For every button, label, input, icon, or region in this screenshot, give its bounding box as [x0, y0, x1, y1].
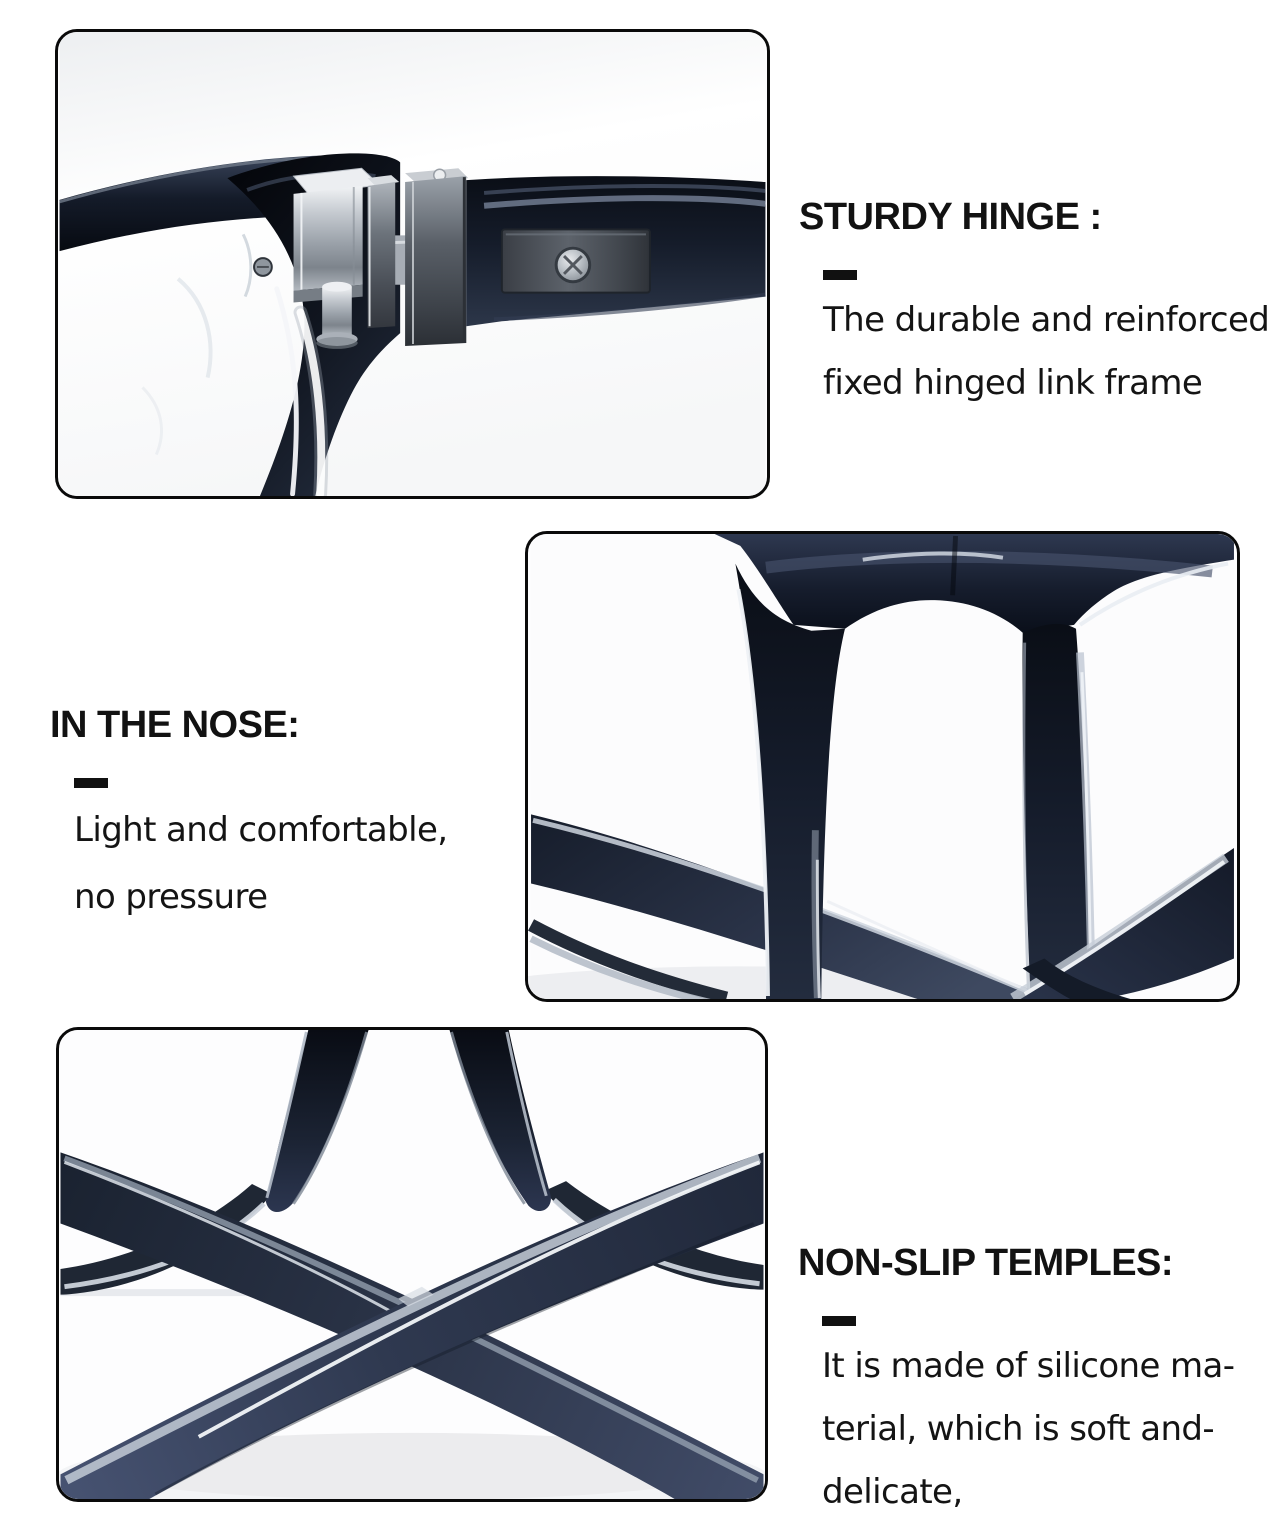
heading-dash: [74, 778, 108, 788]
hinge-photo-panel: [55, 29, 770, 499]
feature-heading: NON-SLIP TEMPLES:: [798, 1242, 1174, 1284]
feature-heading: STURDY HINGE :: [799, 196, 1102, 238]
feature-block-non-slip-temples: [798, 1242, 1234, 1524]
feature-line: fixed hinged link frame: [823, 362, 1203, 403]
crossed-temples-photo-illustration: [59, 1030, 765, 1499]
feature-block-in-the-nose: [50, 704, 448, 931]
hinge-photo-illustration: [58, 32, 767, 496]
feature-description: [74, 797, 448, 931]
feature-line: terial, which is soft and-: [822, 1408, 1215, 1449]
crossed-temples-photo-panel: [56, 1027, 768, 1502]
feature-heading: IN THE NOSE:: [50, 704, 300, 746]
feature-description: [823, 289, 1269, 415]
heading-dash: [822, 1316, 856, 1326]
feature-line: It is made of silicone ma-: [822, 1345, 1235, 1386]
nose-bridge-photo-panel: [525, 531, 1240, 1002]
feature-line: no pressure: [74, 876, 268, 917]
feature-line: The durable and reinforced: [823, 299, 1270, 340]
nose-bridge-photo-illustration: [528, 534, 1237, 999]
heading-dash: [823, 270, 857, 280]
feature-line: Light and comfortable,: [74, 809, 448, 850]
feature-description: [822, 1335, 1234, 1524]
feature-block-sturdy-hinge: [799, 196, 1269, 415]
feature-line: delicate,: [822, 1471, 963, 1512]
